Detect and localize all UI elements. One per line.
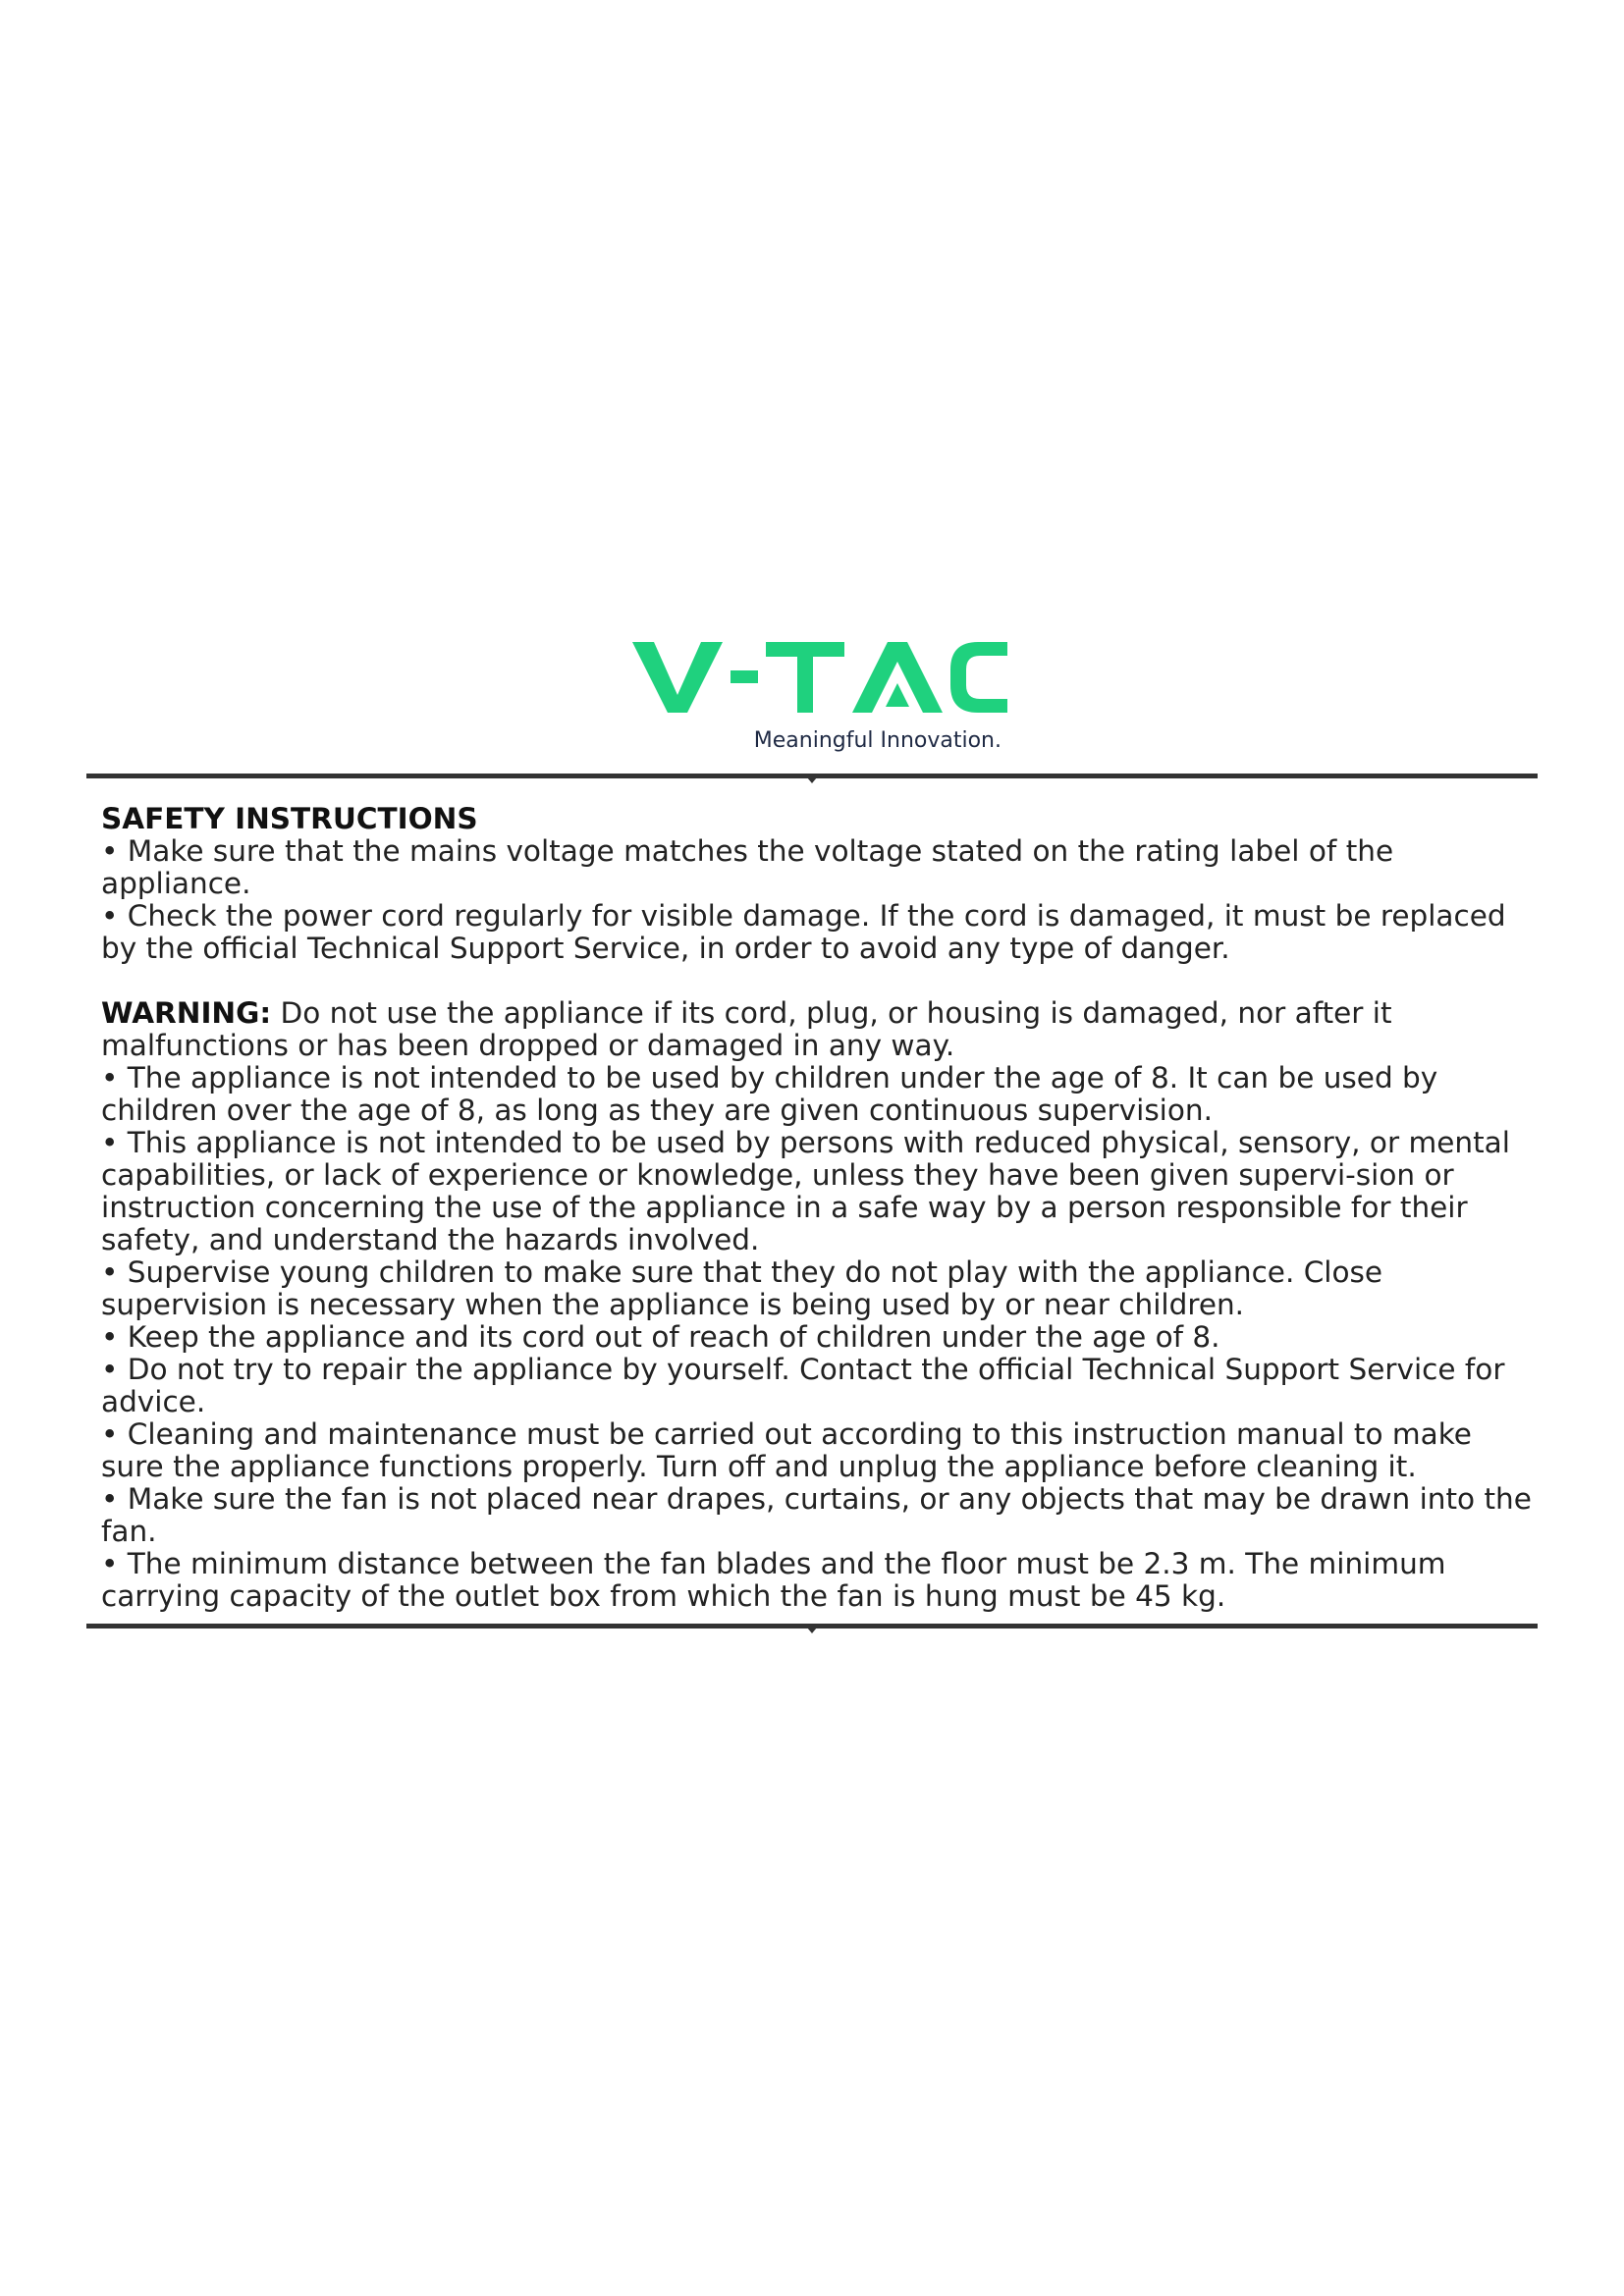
list-item: • This appliance is not intended to be used by persons with reduced physical, sensory, or mental capabilities, or lack of experience or knowledge, unless they have been given supervi-sion or instruction concerning the use of the appliance in a safe way by a person responsible for their safety, and understand the hazards involved.	[101, 1126, 1510, 1256]
safety-instructions-section	[101, 803, 1535, 1613]
list-item: • Keep the appliance and its cord out of reach of children under the age of 8.	[101, 1320, 1220, 1354]
warning-label: WARNING:	[101, 996, 272, 1030]
list-item: • Make sure that the mains voltage matches the voltage stated on the rating label of the appliance.	[101, 834, 1394, 900]
vtac-logo	[628, 638, 1011, 766]
top-divider	[86, 774, 1538, 778]
vtac-logo-mark	[628, 638, 1011, 717]
list-item: • The appliance is not intended to be used by children under the age of 8. It can be used by children over the age of 8, as long as they are given continuous supervision.	[101, 1061, 1438, 1127]
list-item: • Check the power cord regularly for visible damage. If the cord is damaged, it must be replaced by the official Technical Support Service, in order to avoid any type of danger.	[101, 899, 1506, 965]
warning-paragraph	[101, 997, 1535, 1062]
list-item: • Cleaning and maintenance must be carried out according to this instruction manual to make sure the appliance functions properly. Turn off and unplug the appliance before cleaning it.	[101, 1417, 1472, 1483]
section-heading: SAFETY INSTRUCTIONS	[101, 802, 478, 835]
list-item: • Make sure the fan is not placed near drapes, curtains, or any objects that may be drawn into the fan.	[101, 1482, 1532, 1548]
logo-tagline: Meaningful Innovation.	[753, 728, 1001, 753]
list-item: • Do not try to repair the appliance by yourself. Contact the official Technical Support Service for advice.	[101, 1353, 1505, 1418]
warning-text: Do not use the appliance if its cord, plug, or housing is damaged, nor after it malfunctions or has been dropped or damaged in any way.	[101, 996, 1392, 1062]
list-item: • Supervise young children to make sure that they do not play with the appliance. Close supervision is necessary when the appliance is being used by or near children.	[101, 1255, 1383, 1321]
bottom-divider	[86, 1624, 1538, 1629]
list-item: • The minimum distance between the fan blades and the floor must be 2.3 m. The minimum carrying capacity of the outlet box from which the fan is hung must be 45 kg.	[101, 1547, 1446, 1613]
